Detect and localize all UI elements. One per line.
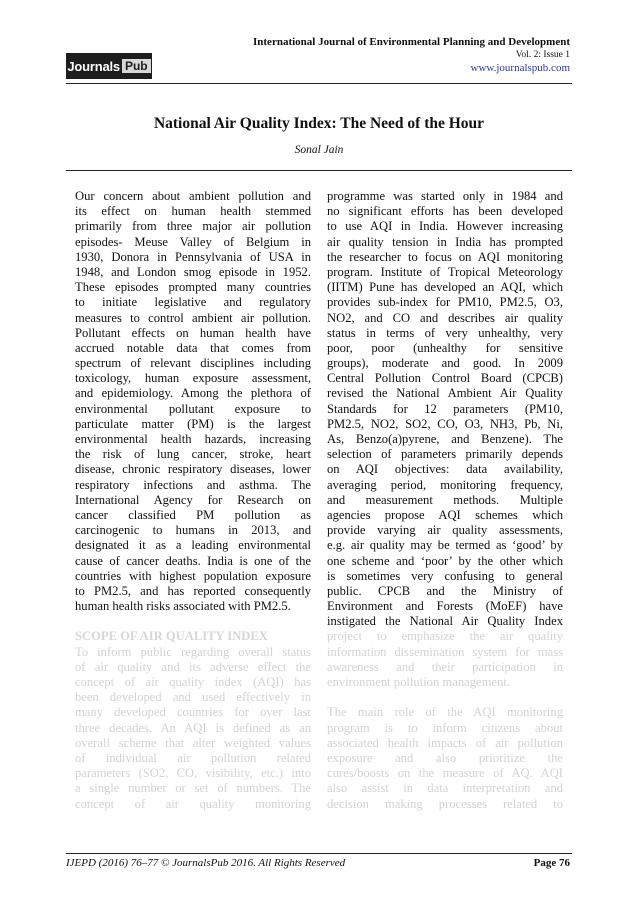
journal-name: International Journal of Environmental Planning and Development: [253, 36, 570, 48]
faint-text-line: been developed and used effectively in: [75, 690, 311, 705]
text-line: to use AQI in India. However increasing: [327, 219, 563, 234]
text-line: averaging period, monitoring frequency,: [327, 477, 563, 492]
text-line: primarily from three major air pollution: [75, 219, 311, 234]
text-line: carcinogenic to humans in 2013, and: [75, 523, 311, 538]
faint-text-line: concept of air quality index (AQI) has: [75, 675, 311, 689]
faint-text-line: environment pollution management.: [327, 675, 510, 689]
text-line: 1930, Donora in Pennsylvania of USA in: [75, 249, 311, 264]
left-faint-paragraph: [75, 645, 311, 812]
text-line: These episodes prompted many countries: [75, 280, 311, 295]
text-line: provide varying air quality assessments,: [327, 523, 563, 538]
text-line: accrued notable data that comes from: [75, 340, 311, 355]
text-line: the risk of lung cancer, stroke, heart: [75, 447, 311, 462]
text-line: public. CPCB and the Ministry of: [327, 583, 563, 598]
text-line: spectrum of relevant disciplines including: [75, 356, 311, 371]
text-line: episodes- Meuse Valley of Belgium in: [75, 234, 311, 249]
text-line: the researcher to focus on AQI monitoring: [327, 249, 563, 264]
text-line: Environment and Forests (MoEF) have: [327, 599, 563, 614]
text-line: to PM2.5, and has reported consequently: [75, 583, 311, 598]
text-line: Standards for 12 parameters (PM10,: [327, 401, 563, 416]
text-line: cancer classified PM pollution as: [75, 507, 311, 522]
text-line: International Agency for Research on: [75, 492, 311, 507]
section-heading-scope: SCOPE OF AIR QUALITY INDEX: [75, 629, 268, 644]
faint-text-line: awareness and their participation in: [327, 659, 563, 674]
footer-citation: IJEPD (2016) 76–77 © JournalsPub 2016. All Rights Reserved: [66, 857, 346, 869]
text-line: 1948, and London smog episode in 1952.: [75, 264, 311, 279]
text-line: As, Benzo(a)pyrene, and Benzene). The: [327, 432, 563, 446]
text-line: one scheme and ‘poor’ by the other which: [327, 553, 563, 568]
faint-text-line: parameters (SO2, CO, visibility, etc.) into: [75, 766, 311, 781]
text-line: groups), moderate and good. In 2009: [327, 356, 563, 371]
faint-text-line: concept of air quality monitoring: [75, 796, 311, 811]
text-line: particulate matter (PM) is the largest: [75, 416, 311, 431]
text-line: human health risks associated with PM2.5.: [75, 599, 291, 614]
faint-text-line: cures/boosts on the measure of AQ. AQI: [327, 766, 563, 781]
text-line: environmental pollutant exposure to: [75, 401, 311, 416]
text-line: (IITM) Pune has developed an AQI, which: [327, 280, 563, 295]
faint-text-line: exposure and also prioritize the: [327, 750, 563, 765]
text-line: respiratory infections and asthma. The: [75, 477, 311, 492]
footer-page-number: Page 76: [533, 857, 570, 869]
article-author: Sonal Jain: [294, 144, 344, 156]
title-divider: [66, 170, 572, 171]
text-line: e.g. air quality may be termed as ‘good’ by: [327, 538, 563, 553]
text-line: program. Institute of Tropical Meteorology: [327, 264, 563, 279]
text-line: to initiate legislative and regulatory: [75, 295, 311, 310]
text-line: designated it as a leading environmental: [75, 538, 311, 553]
text-line: air quality tension in India has prompted: [327, 234, 563, 249]
text-line: and measurement methods. Multiple: [327, 492, 563, 507]
left-text-column: [75, 189, 311, 812]
faint-text-line: overall scheme that alter weighted values: [75, 735, 311, 750]
text-line: Central Pollution Control Board (CPCB): [327, 371, 563, 386]
faint-text-line: of air quality and its adverse effect the: [75, 659, 311, 674]
journal-url-link[interactable]: www.journalspub.com: [470, 62, 570, 74]
text-line: is sometimes very confusing to general: [327, 568, 563, 583]
text-line: Our concern about ambient pollution and: [75, 189, 311, 203]
faint-text-line: decision making processes related to: [327, 796, 563, 811]
text-line: instigated the National Air Quality Index: [327, 614, 563, 629]
text-line: cause of cancer deaths. India is one of the: [75, 553, 311, 568]
faint-text-line: project to emphasize the air quality: [327, 629, 563, 644]
text-line: disease, chronic respiratory diseases, lower: [75, 462, 311, 477]
logo-pub-text: Pub: [122, 59, 151, 73]
header-divider: [66, 83, 572, 84]
faint-text-line: associated health impacts of air pollution: [327, 735, 563, 750]
right-paragraph: [327, 189, 563, 629]
text-line: on AQI objectives: data availability,: [327, 462, 563, 477]
article-title: National Air Quality Index: The Need of the Hour: [153, 115, 485, 132]
text-line: status in terms of very unhealthy, very: [327, 325, 563, 340]
text-line: programme was started only in 1984 and: [327, 189, 563, 203]
faint-text-line: a single number or set of numbers. The: [75, 781, 311, 796]
journal-logo: [66, 53, 152, 79]
text-line: PM2.5, NO2, SO2, CO, O3, NH3, Pb, Ni,: [327, 416, 563, 431]
text-line: provides sub-index for PM10, PM2.5, O3,: [327, 295, 563, 310]
logo-journals-text: Journals: [67, 58, 120, 74]
text-line: NO2, and CO and describes air quality: [327, 310, 563, 325]
text-line: agencies propose AQI schemes which: [327, 507, 563, 522]
text-line: selection of parameters primarily depends: [327, 447, 563, 462]
faint-text-line: also assist in data interpretation and: [327, 781, 563, 796]
right-faint-paragraph: [327, 629, 563, 811]
left-paragraph: [75, 189, 311, 614]
faint-text-line: information dissemination system for mass: [327, 644, 563, 659]
text-line: toxicology, human exposure assessment,: [75, 371, 311, 386]
text-line: its effect on human health stemmed: [75, 204, 311, 219]
faint-text-line: [327, 690, 563, 705]
text-line: poor, poor (unhealthy for sensitive: [327, 340, 563, 355]
faint-text-line: three decades. An AQI is defined as an: [75, 720, 311, 735]
journal-volume: Vol. 2: Issue 1: [515, 50, 570, 60]
text-line: no significant efforts has been developed: [327, 204, 563, 219]
right-text-column: [327, 189, 563, 812]
text-line: measures to control ambient air pollution.: [75, 310, 311, 325]
footer-divider: [66, 853, 572, 854]
text-line: revised the National Ambient Air Quality: [327, 386, 563, 401]
text-line: and epidemiology. Among the plethora of: [75, 386, 311, 401]
text-line: environmental health hazards, increasing: [75, 432, 311, 446]
faint-text-line: many developed countries for over last: [75, 705, 311, 720]
faint-text-line: The main role of the AQI monitoring: [327, 705, 563, 720]
faint-text-line: of individual air pollution related: [75, 750, 311, 765]
faint-text-line: program is to inform citizens about: [327, 720, 563, 735]
faint-text-line: To inform public regarding overall status: [75, 644, 311, 659]
text-line: countries with highest population exposure: [75, 568, 311, 583]
text-line: Pollutant effects on human health have: [75, 325, 311, 340]
